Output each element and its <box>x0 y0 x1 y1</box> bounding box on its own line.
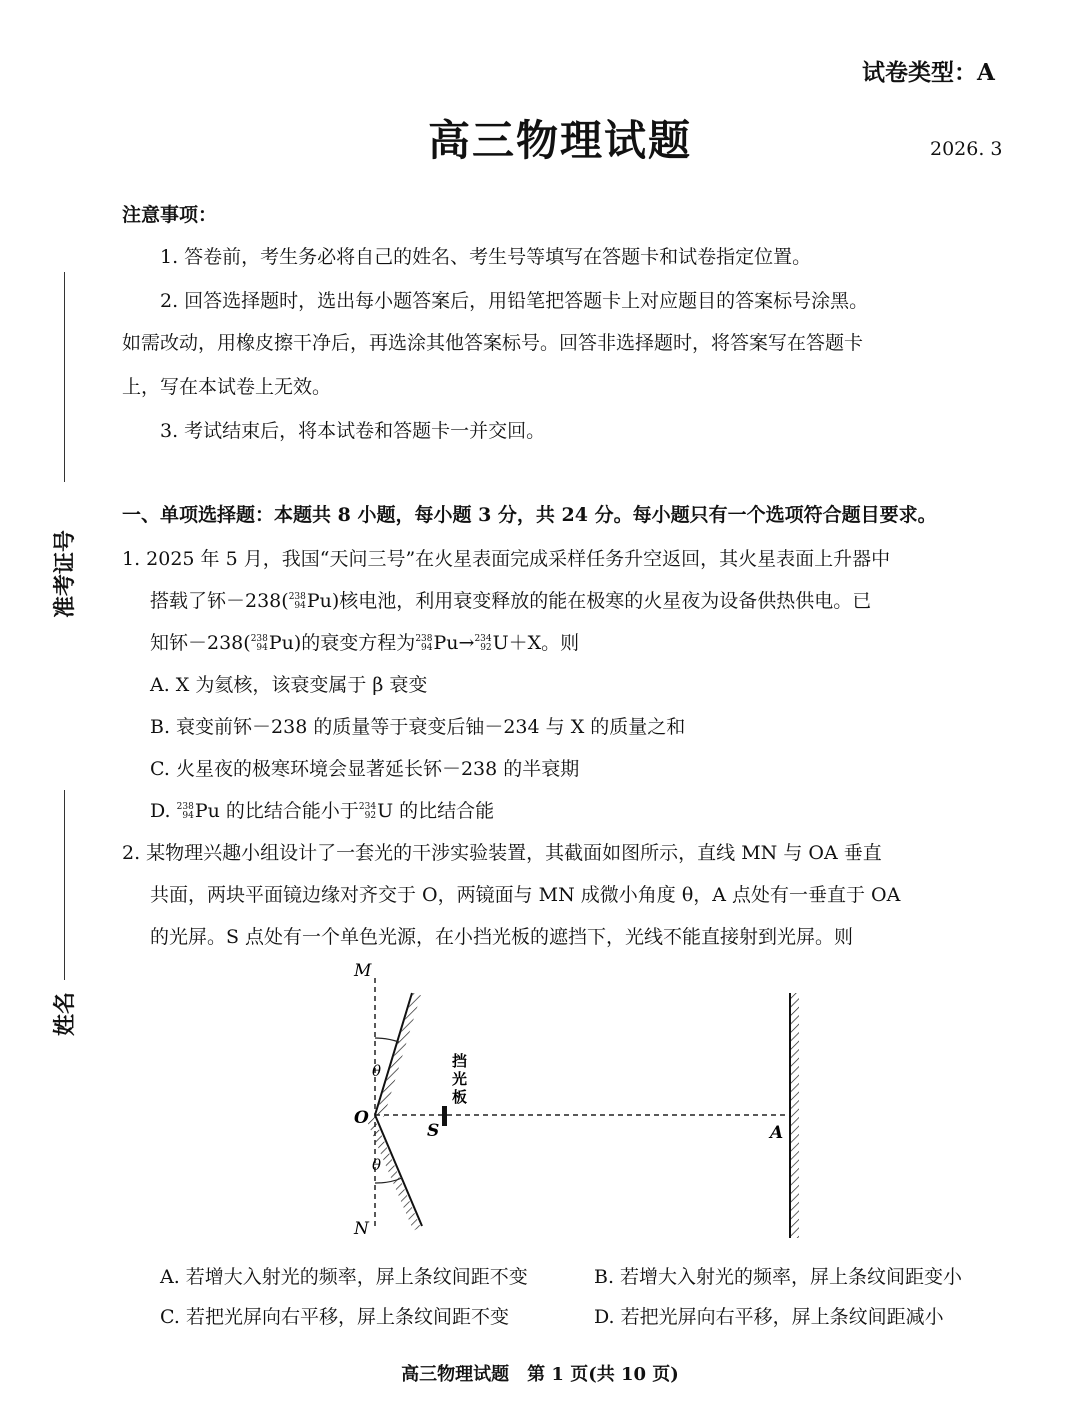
q1-text: U＋X。则 <box>492 632 580 654</box>
q2-option-b[interactable]: B. 若增大入射光的频率，屏上条纹间距变小 <box>594 1266 963 1288</box>
baffle-plate <box>442 1106 447 1126</box>
pu-nuclide-index <box>177 803 194 821</box>
q1-text: Pu 的比结合能小于 <box>194 800 359 822</box>
q2-line-1: 2. 某物理兴趣小组设计了一套光的干涉实验装置，其截面如图所示，直线 MN 与 OA 垂直 <box>122 842 882 864</box>
label-theta-lower: θ <box>372 1156 382 1174</box>
upper-mirror-hatch <box>380 994 417 1116</box>
u-atomic-number: 92 <box>480 643 492 653</box>
theta-arc-upper <box>375 1038 399 1042</box>
pu-atomic-number: 94 <box>256 643 268 653</box>
pu-atomic-number: 94 <box>182 811 194 821</box>
q1-text: Pu→ <box>433 632 475 654</box>
pu-nuclide-index <box>415 635 432 653</box>
q1-text: Pu)的衰变方程为 <box>268 632 416 654</box>
u-mass-number: 234 <box>474 634 492 644</box>
exam-date: 2026. 3 <box>930 138 1003 160</box>
q1-line-3 <box>150 628 579 655</box>
label-s: S <box>427 1121 440 1141</box>
label-theta-upper: θ <box>372 1062 382 1080</box>
pu-mass-number: 238 <box>250 634 268 644</box>
upper-mirror <box>375 993 412 1115</box>
baffle-label-1: 挡 <box>452 1052 468 1070</box>
section-heading: 一、单项选择题：本题共 8 小题，每小题 3 分，共 24 分。每小题只有一个选项符合题目要求。 <box>122 504 937 526</box>
notice-heading: 注意事项： <box>122 204 218 226</box>
notice-item-1: 1. 答卷前，考生务必将自己的姓名、考生号等填写在答题卡和试卷指定位置。 <box>160 246 812 268</box>
label-n: N <box>354 1219 369 1239</box>
label-m: M <box>354 961 372 981</box>
side-name-label: 姓名 <box>52 991 78 1036</box>
pu-nuclide-index <box>251 635 268 653</box>
q2-option-c[interactable]: C. 若把光屏向右平移，屏上条纹间距不变 <box>160 1306 509 1328</box>
pu-atomic-number: 94 <box>421 643 433 653</box>
pu-mass-number: 238 <box>176 802 194 812</box>
q1-line-1: 1. 2025 年 5 月，我国“天问三号”在火星表面完成采样任务升空返回，其火星表面上升器中 <box>122 548 891 570</box>
pu-mass-number: 238 <box>288 592 306 602</box>
side-admission-line <box>64 272 65 482</box>
baffle-label-3: 板 <box>452 1088 468 1106</box>
side-admission-label: 准考证号 <box>52 529 78 618</box>
pu-nuclide-index <box>289 593 306 611</box>
notice-item-3: 3. 考试结束后，将本试卷和答题卡一并交回。 <box>160 420 546 442</box>
interference-figure <box>330 958 820 1248</box>
q1-option-a[interactable]: A. X 为氦核，该衰变属于 β 衰变 <box>150 674 428 696</box>
notice-item-2: 2. 回答选择题时，选出每小题答案后，用铅笔把答题卡上对应题目的答案标号涂黑。 <box>160 290 869 312</box>
baffle-label-2: 光 <box>452 1070 468 1088</box>
q2-option-a[interactable]: A. 若增大入射光的频率，屏上条纹间距不变 <box>160 1266 528 1288</box>
pu-atomic-number: 94 <box>294 601 306 611</box>
u-nuclide-index <box>474 635 491 653</box>
notice-item-2-end: 上，写在本试卷上无效。 <box>122 376 332 398</box>
u-atomic-number: 92 <box>364 811 377 821</box>
q1-text: U 的比结合能 <box>377 800 495 822</box>
q2-line-3: 的光屏。S 点处有一个单色光源，在小挡光板的遮挡下，光线不能直接射到光屏。则 <box>150 926 854 948</box>
paper-type: 试卷类型：A <box>862 59 995 86</box>
side-name-line <box>64 790 65 980</box>
q1-option-b[interactable]: B. 衰变前钚－238 的质量等于衰变后铀－234 与 X 的质量之和 <box>150 716 686 738</box>
notice-item-2-cont: 如需改动，用橡皮擦干净后，再选涂其他答案标号。回答非选择题时，将答案写在答题卡 <box>122 332 864 354</box>
pu-mass-number: 238 <box>415 634 433 644</box>
page-footer: 高三物理试题 第 1 页(共 10 页) <box>401 1364 679 1385</box>
q1-text: 搭载了钚－238( <box>150 590 289 612</box>
u-nuclide-index <box>359 803 376 821</box>
lower-mirror <box>375 1115 422 1226</box>
light-screen-hatch <box>791 993 799 1238</box>
label-a: A <box>770 1123 784 1143</box>
q2-line-2: 共面，两块平面镜边缘对齐交于 O，两镜面与 MN 成微小角度 θ，A 点处有一垂直于 OA <box>150 884 901 906</box>
u-mass-number: 234 <box>358 802 377 812</box>
q1-text: 知钚－238( <box>150 632 251 654</box>
label-o: O <box>354 1108 369 1128</box>
q1-text: Pu)核电池，利用衰变释放的能在极寒的火星夜为设备供热供电。已 <box>306 590 872 612</box>
q1-text: D. <box>150 800 177 822</box>
page-title: 高三物理试题 <box>428 116 693 165</box>
q1-line-2 <box>150 586 871 613</box>
q1-option-c[interactable]: C. 火星夜的极寒环境会显著延长钚－238 的半衰期 <box>150 758 580 780</box>
q2-option-d[interactable]: D. 若把光屏向右平移，屏上条纹间距减小 <box>594 1306 944 1328</box>
q1-option-d[interactable] <box>150 796 494 823</box>
